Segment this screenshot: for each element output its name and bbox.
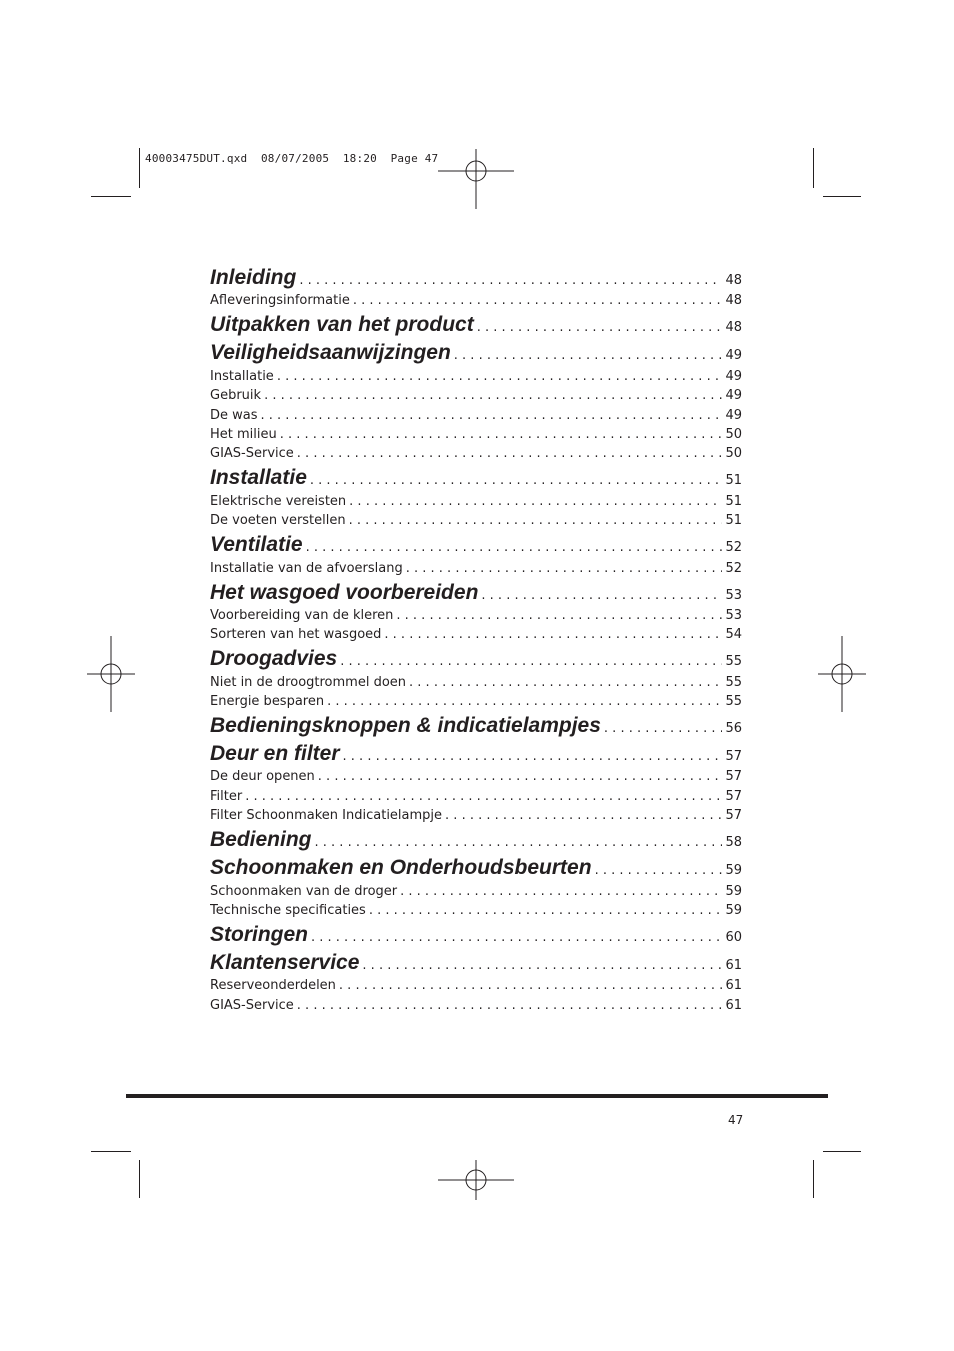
toc-entry-label: Sorteren van het wasgoed — [210, 627, 382, 643]
toc-leader-dots — [306, 539, 723, 557]
toc-entry-page: 50 — [725, 446, 742, 462]
toc-entry-page: 56 — [725, 721, 742, 737]
toc-leader-dots — [311, 929, 722, 947]
toc-leader-dots — [406, 560, 723, 577]
toc-entry-major[interactable] — [210, 529, 742, 557]
toc-entry-label: Bedieningsknoppen & indicatielampjes — [210, 714, 601, 738]
toc-entry-label: Veiligheidsaanwijzingen — [210, 341, 451, 365]
toc-leader-dots — [297, 445, 723, 462]
toc-entry-label: Droogadvies — [210, 647, 338, 671]
crop-mark-bottom-left-h — [91, 1151, 131, 1152]
toc-entry-page: 59 — [725, 903, 742, 919]
toc-entry-page: 48 — [725, 320, 742, 336]
toc-entry-label: Installatie van de afvoerslang — [210, 560, 403, 576]
toc-entry-major[interactable] — [210, 824, 742, 852]
toc-entry-label: Afleveringsinformatie — [210, 293, 350, 309]
toc-leader-dots — [454, 347, 723, 365]
toc-entry-label: De voeten verstellen — [210, 513, 346, 529]
toc-entry-label: GIAS-Service — [210, 997, 294, 1013]
toc-entry-page: 55 — [725, 674, 742, 690]
toc-entry-minor[interactable] — [210, 624, 742, 643]
toc-entry-minor[interactable] — [210, 671, 742, 690]
toc-entry-minor[interactable] — [210, 385, 742, 404]
toc-entry-label: Gebruik — [210, 388, 262, 404]
toc-entry-page: 61 — [725, 997, 742, 1013]
toc-entry-label: Klantenservice — [210, 951, 360, 975]
toc-entry-minor[interactable] — [210, 994, 742, 1013]
toc-leader-dots — [245, 788, 722, 805]
toc-entry-major[interactable] — [210, 337, 742, 365]
toc-entry-page: 61 — [725, 978, 742, 994]
crop-mark-top-right-h — [823, 196, 861, 197]
toc-leader-dots — [369, 902, 723, 919]
toc-entry-label: Inleiding — [210, 266, 297, 289]
toc-entry-major[interactable] — [210, 309, 742, 337]
toc-entry-label: Storingen — [210, 923, 308, 947]
toc-entry-minor[interactable] — [210, 805, 742, 824]
toc-entry-minor[interactable] — [210, 290, 742, 309]
toc-entry-major[interactable] — [210, 710, 742, 738]
registration-mark-left-icon — [73, 636, 149, 712]
toc-entry-minor[interactable] — [210, 785, 742, 804]
toc-entry-page: 49 — [725, 388, 742, 404]
toc-entry-page: 61 — [725, 958, 742, 974]
toc-entry-page: 60 — [725, 930, 742, 946]
toc-entry-label: Voorbereiding van de kleren — [210, 607, 394, 623]
toc-leader-dots — [340, 653, 722, 671]
toc-leader-dots — [280, 426, 723, 443]
toc-entry-page: 48 — [725, 273, 742, 288]
registration-mark-top-icon — [438, 133, 514, 209]
toc-entry-major[interactable] — [210, 262, 742, 290]
toc-entry-label: Filter — [210, 788, 243, 804]
crop-mark-bottom-right-h — [823, 1151, 861, 1152]
registration-mark-bottom-icon — [438, 1142, 514, 1218]
toc-leader-dots — [445, 807, 722, 824]
toc-entry-minor[interactable] — [210, 510, 742, 529]
crop-mark-top-left-h — [91, 196, 131, 197]
toc-entry-page: 59 — [725, 883, 742, 899]
toc-leader-dots — [343, 748, 723, 766]
toc-entry-major[interactable] — [210, 919, 742, 947]
toc-leader-dots — [315, 834, 723, 852]
toc-entry-major[interactable] — [210, 947, 742, 975]
toc-leader-dots — [318, 768, 723, 785]
toc-entry-label: Niet in de droogtrommel doen — [210, 674, 407, 690]
toc-leader-dots — [400, 883, 722, 900]
toc-entry-label: Technische specificaties — [210, 903, 366, 919]
toc-entry-page: 55 — [725, 654, 742, 670]
toc-entry-major[interactable] — [210, 577, 742, 605]
toc-entry-page: 50 — [725, 426, 742, 442]
toc-leader-dots — [261, 407, 723, 424]
toc-entry-page: 57 — [725, 769, 742, 785]
toc-entry-minor[interactable] — [210, 900, 742, 919]
toc-leader-dots — [604, 720, 723, 738]
toc-entry-label: Schoonmaken en Onderhoudsbeurten — [210, 856, 592, 880]
toc-entry-page: 49 — [725, 368, 742, 384]
toc-entry-label: Uitpakken van het product — [210, 313, 474, 337]
toc-entry-page: 51 — [725, 473, 742, 489]
toc-entry-minor[interactable] — [210, 880, 742, 899]
toc-entry-page: 49 — [725, 407, 742, 423]
toc-entry-label: Filter Schoonmaken Indicatielampje — [210, 808, 443, 824]
toc-entry-label: Reserveonderdelen — [210, 978, 336, 994]
toc-entry-label: Deur en filter — [210, 742, 340, 766]
toc-leader-dots — [349, 493, 722, 510]
toc-entry-label: Ventilatie — [210, 533, 303, 557]
toc-entry-label: De deur openen — [210, 769, 315, 785]
toc-leader-dots — [264, 387, 722, 404]
toc-entry-minor[interactable] — [210, 424, 742, 443]
toc-entry-major[interactable] — [210, 462, 742, 490]
toc-entry-label: Bediening — [210, 828, 312, 852]
toc-entry-label: Elektrische vereisten — [210, 493, 347, 509]
toc-leader-dots — [299, 272, 722, 290]
toc-entry-minor[interactable] — [210, 557, 742, 576]
toc-entry-minor[interactable] — [210, 365, 742, 384]
toc-leader-dots — [396, 607, 722, 624]
toc-entry-major[interactable] — [210, 852, 742, 880]
toc-entry-major[interactable] — [210, 738, 742, 766]
toc-leader-dots — [349, 512, 723, 529]
toc-entry-label: De was — [210, 407, 258, 423]
toc-entry-label: Schoonmaken van de droger — [210, 883, 398, 899]
toc-entry-page: 54 — [725, 627, 742, 643]
toc-entry-minor[interactable] — [210, 490, 742, 509]
toc-entry-page: 51 — [725, 493, 742, 509]
toc-leader-dots — [297, 997, 723, 1014]
toc-leader-dots — [339, 977, 723, 994]
toc-entry-major[interactable] — [210, 643, 742, 671]
file-slug: 40003475DUT.qxd 08/07/2005 18:20 Page 47 — [145, 152, 439, 165]
toc-entry-label: Installatie — [210, 368, 274, 384]
toc-entry-page: 52 — [725, 560, 742, 576]
toc-entry-page: 52 — [725, 540, 742, 556]
toc-entry-page: 57 — [725, 788, 742, 804]
toc-leader-dots — [481, 587, 722, 605]
toc-leader-dots — [362, 957, 722, 975]
toc-entry-page: 59 — [725, 863, 742, 879]
registration-mark-right-icon — [804, 636, 880, 712]
toc-entry-minor[interactable] — [210, 766, 742, 785]
toc-entry-minor[interactable] — [210, 404, 742, 423]
toc-entry-page: 53 — [725, 607, 742, 623]
toc-leader-dots — [310, 472, 723, 490]
toc-entry-minor[interactable] — [210, 443, 742, 462]
toc-leader-dots — [384, 626, 722, 643]
toc-leader-dots — [477, 319, 723, 337]
toc-entry-page: 57 — [725, 749, 742, 765]
toc-entry-minor[interactable] — [210, 691, 742, 710]
toc-entry-minor[interactable] — [210, 605, 742, 624]
toc-entry-page: 53 — [725, 587, 742, 603]
toc-entry-label: Installatie — [210, 466, 307, 490]
page-number: 47 — [728, 1113, 744, 1127]
toc-leader-dots — [595, 862, 723, 880]
toc-entry-page: 49 — [725, 348, 742, 364]
toc-entry-label: Het milieu — [210, 426, 277, 442]
crop-mark-top-right-v — [813, 148, 814, 188]
toc-entry-page: 51 — [725, 513, 742, 529]
toc-entry-label: Energie besparen — [210, 694, 325, 710]
toc-entry-page: 58 — [725, 835, 742, 851]
footer-rule — [126, 1094, 828, 1098]
toc-entry-label: Het wasgoed voorbereiden — [210, 580, 479, 604]
toc-leader-dots — [409, 674, 722, 691]
toc-entry-minor[interactable] — [210, 975, 742, 994]
toc-leader-dots — [327, 693, 722, 710]
crop-mark-bottom-right-v — [813, 1160, 814, 1198]
toc-entry-label: GIAS-Service — [210, 446, 294, 462]
crop-mark-top-left-v — [139, 148, 140, 188]
toc-entry-page: 55 — [725, 694, 742, 710]
toc-leader-dots — [353, 292, 723, 309]
toc-leader-dots — [277, 368, 723, 385]
toc-entry-page: 57 — [725, 808, 742, 824]
crop-mark-bottom-left-v — [139, 1160, 140, 1198]
table-of-contents — [210, 262, 742, 1014]
toc-entry-page: 48 — [725, 293, 742, 309]
